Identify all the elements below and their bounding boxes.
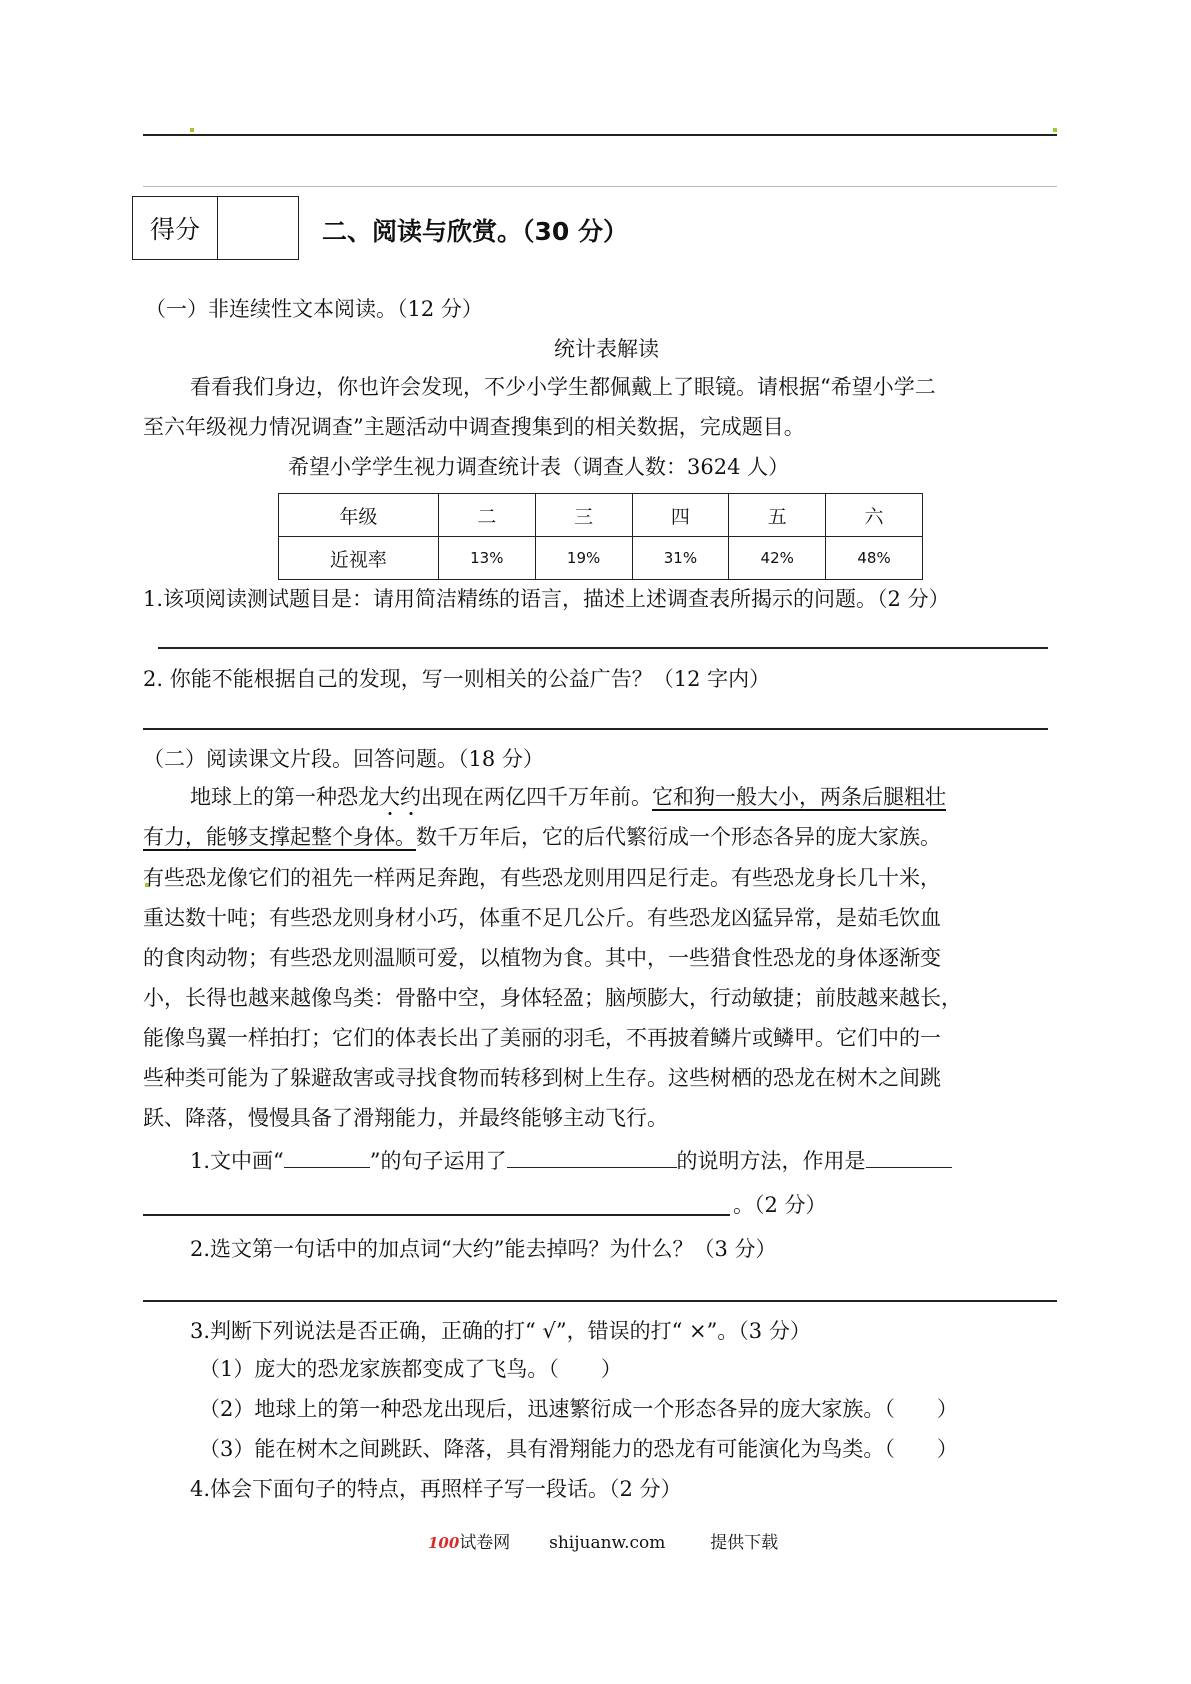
answer-line-1[interactable]	[158, 647, 1048, 649]
passage-text: 出现在两亿四千万年前。	[421, 785, 652, 809]
judge-item-2[interactable]: （2）地球上的第一种恐龙出现后，迅速繁衍成一个形态各异的庞大家族。（ ）	[199, 1397, 958, 1421]
part2-question-3: 3.判断下列说法是否正确，正确的打“ √”，错误的打“ ×”。（3 分）	[190, 1319, 811, 1343]
site-url[interactable]: shijuanw.com	[549, 1533, 666, 1553]
judge-item-1[interactable]: （1）庞大的恐龙家族都变成了飞鸟。（ ）	[199, 1357, 622, 1381]
table-cell: 二	[438, 494, 535, 537]
question-text: ”的句子运用了	[369, 1149, 507, 1173]
blank-effect[interactable]	[866, 1145, 952, 1168]
passage-line: 跃、降落，慢慢具备了滑翔能力，并最终能够主动飞行。	[143, 1106, 668, 1130]
table-caption: 希望小学学生视力调查统计表（调查人数：3624 人）	[288, 455, 790, 479]
underlined-sentence: 有力，能够支撑起整个身体。	[143, 825, 416, 849]
site-logo-mark: 100	[428, 1534, 460, 1552]
table-row	[279, 537, 923, 580]
passage-line: 的食肉动物；有些恐龙则温顺可爱，以植物为食。其中，一些猎食性恐龙的身体逐渐变	[143, 946, 941, 970]
judge-item-3[interactable]: （3）能在树木之间跳跃、降落，具有滑翔能力的恐龙有可能演化为鸟类。（ ）	[199, 1437, 958, 1461]
passage-line: 有些恐龙像它们的祖先一样两足奔跑，有些恐龙则用四足行走。有些恐龙身长几十米，	[143, 866, 941, 890]
answer-line-effect[interactable]	[143, 1214, 730, 1216]
part1-subtitle: 统计表解读	[554, 337, 659, 361]
table-cell-header: 年级	[279, 494, 439, 537]
passage-line-1	[190, 782, 946, 812]
passage-line: 些种类可能为了躲避敌害或寻找食物而转移到树上生存。这些树栖的恐龙在树木之间跳	[143, 1066, 941, 1090]
table-cell: 31%	[632, 537, 729, 580]
part2-question-4: 4.体会下面句子的特点，再照样子写一段话。（2 分）	[190, 1477, 682, 1501]
footer	[428, 1528, 778, 1553]
answer-line-2[interactable]	[143, 728, 1048, 730]
part2-heading: （二）阅读课文片段。回答问题。（18 分）	[143, 747, 544, 771]
answer-line-3[interactable]	[143, 1300, 1057, 1302]
table-cell: 六	[826, 494, 923, 537]
part2-question-1	[190, 1145, 952, 1176]
table-cell: 五	[729, 494, 826, 537]
table-cell: 四	[632, 494, 729, 537]
table-cell: 42%	[729, 537, 826, 580]
part1-intro-line1: 看看我们身边，你也许会发现，不少小学生都佩戴上了眼镜。请根据“希望小学二	[190, 375, 936, 399]
table-row	[279, 494, 923, 537]
part1-question-1: 1.该项阅读测试题目是：请用简洁精练的语言，描述上述调查表所揭示的问题。（2 分）	[143, 587, 950, 611]
table-cell: 48%	[826, 537, 923, 580]
vision-stat-table	[278, 493, 923, 580]
score-box	[132, 196, 299, 260]
emphasis-char: 大	[379, 785, 400, 809]
passage-line: 重达数十吨；有些恐龙则身材小巧，体重不足几公斤。有些恐龙凶猛异常，是茹毛饮血	[143, 906, 941, 930]
passage-line: 小，长得也越来越像鸟类：骨骼中空，身体轻盈；脑颅膨大，行动敏捷；前肢越来越长，	[143, 986, 962, 1010]
question-text: 1.文中画“	[190, 1149, 284, 1173]
table-cell: 三	[535, 494, 632, 537]
score-label: 得分	[133, 197, 218, 259]
top-rule	[143, 134, 1057, 136]
top-rule-dot-right	[1053, 128, 1057, 132]
blank-underline-style[interactable]	[284, 1145, 370, 1168]
part1-intro-line2: 至六年级视力情况调查”主题活动中调查搜集到的相关数据，完成题目。	[143, 415, 805, 439]
table-cell: 13%	[438, 537, 535, 580]
passage-text: 地球上的第一种恐龙	[190, 785, 379, 809]
passage-line: 能像鸟翼一样拍打；它们的体表长出了美丽的羽毛，不再披着鳞片或鳞甲。它们中的一	[143, 1026, 941, 1050]
emphasis-char: 约	[400, 785, 421, 809]
footer-note: 提供下载	[710, 1533, 779, 1553]
question-text: 的说明方法，作用是	[676, 1149, 866, 1173]
part2-question-1-end: 。（2 分）	[733, 1193, 827, 1217]
section-title: 二、阅读与欣赏。（30 分）	[322, 217, 628, 246]
passage-text: 数千万年后，它的后代繁衍成一个形态各异的庞大家族。	[416, 825, 941, 849]
header-rule	[143, 186, 1057, 187]
part1-heading: （一）非连续性文本阅读。（12 分）	[145, 297, 483, 321]
blank-method[interactable]	[507, 1145, 677, 1168]
table-cell: 19%	[535, 537, 632, 580]
table-cell-header: 近视率	[279, 537, 439, 580]
score-value-cell[interactable]	[218, 197, 298, 259]
passage-line-2	[143, 822, 941, 852]
top-rule-dot-left	[190, 128, 194, 132]
site-logo-text: 试卷网	[459, 1533, 511, 1553]
part1-question-2: 2. 你能不能根据自己的发现，写一则相关的公益广告？（12 字内）	[143, 667, 771, 691]
part2-question-2: 2.选文第一句话中的加点词“大约”能去掉吗？为什么？（3 分）	[190, 1237, 777, 1261]
underlined-sentence: 它和狗一般大小，两条后腿粗壮	[652, 785, 946, 809]
